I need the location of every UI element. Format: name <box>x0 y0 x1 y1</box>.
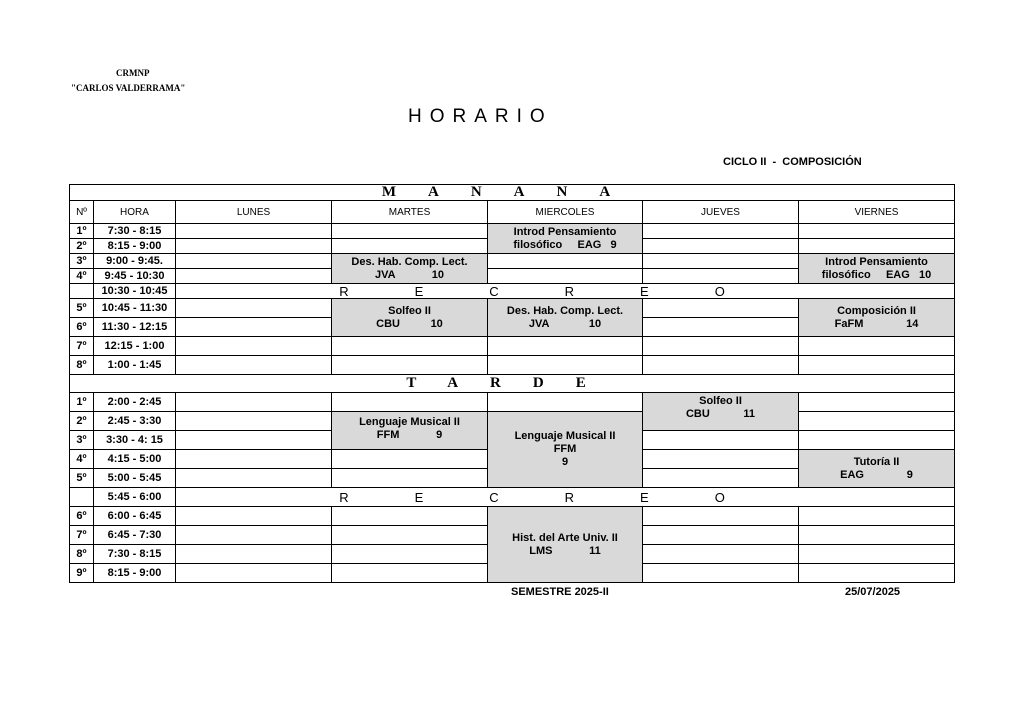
cell-martes <box>332 239 488 254</box>
row-time: 8:15 - 9:00 <box>94 564 176 583</box>
cell-jueves <box>643 254 799 269</box>
cell-jueves <box>643 526 799 545</box>
cell-jueves <box>643 239 799 254</box>
row-number: 1º <box>70 224 94 239</box>
row-number: 7º <box>70 526 94 545</box>
row-time: 12:15 - 1:00 <box>94 337 176 356</box>
row-number: 4º <box>70 450 94 469</box>
institution-acronym: CRMNP <box>116 68 150 78</box>
row-time: 1:00 - 1:45 <box>94 356 176 375</box>
cell-viernes <box>799 224 955 239</box>
class-title: Des. Hab. Comp. Lect. <box>506 304 624 317</box>
row-number: 5º <box>70 299 94 318</box>
cell-jueves <box>643 431 799 450</box>
row-time: 10:45 - 11:30 <box>94 299 176 318</box>
cell-viernes <box>799 393 955 412</box>
schedule-row <box>70 254 955 269</box>
class-detail: FFM <box>553 443 577 455</box>
header-lunes: LUNES <box>176 201 332 224</box>
cell-martes <box>332 564 488 583</box>
header-jueves: JUEVES <box>643 201 799 224</box>
class-title: Solfeo II <box>388 304 431 317</box>
row-number: 6º <box>70 507 94 526</box>
row-time: 8:15 - 9:00 <box>94 239 176 254</box>
cell-lunes <box>176 564 332 583</box>
section-morning: MANANA <box>70 185 955 201</box>
row-number: 4º <box>70 269 94 284</box>
row-time: 9:00 - 9:45. <box>94 254 176 269</box>
row-time: 6:00 - 6:45 <box>94 507 176 526</box>
row-number: 9º <box>70 564 94 583</box>
cell-viernes <box>799 239 955 254</box>
cell-lunes <box>176 299 332 318</box>
class-title: Tutoría II <box>853 455 900 468</box>
class-detail: FFM 9 <box>376 429 443 441</box>
class-title: Solfeo II <box>699 395 742 407</box>
class-solfeo <box>332 299 488 337</box>
header-viernes: VIERNES <box>799 201 955 224</box>
row-number: 5º <box>70 469 94 488</box>
cell-jueves <box>643 318 799 337</box>
class-detail: JVA 10 <box>528 317 602 330</box>
class-title: Introd Pensamiento <box>825 255 928 268</box>
class-title: Hist. del Arte Univ. II <box>512 531 618 544</box>
cell-lunes <box>176 507 332 526</box>
cell-lunes <box>176 469 332 488</box>
cell-martes <box>332 469 488 488</box>
cell-martes <box>332 356 488 375</box>
cell-lunes <box>176 254 332 269</box>
cell-martes <box>332 545 488 564</box>
row-time: 2:45 - 3:30 <box>94 412 176 431</box>
cell-jueves <box>643 299 799 318</box>
row-number: 3º <box>70 254 94 269</box>
page-title: HORARIO <box>408 106 553 127</box>
cell-viernes <box>799 337 955 356</box>
cell-jueves <box>643 356 799 375</box>
schedule-row <box>70 356 955 375</box>
cell-miercoles <box>488 356 643 375</box>
recess-row <box>70 488 955 507</box>
row-time: 2:00 - 2:45 <box>94 393 176 412</box>
cell-martes <box>332 337 488 356</box>
header-martes: MARTES <box>332 201 488 224</box>
class-detail: CBU 11 <box>685 408 756 420</box>
cell-martes <box>332 526 488 545</box>
class-title: Composición II <box>837 304 916 317</box>
cell-martes <box>332 224 488 239</box>
class-detail: LMS 11 <box>529 544 601 557</box>
class-detail: filosófico EAG 10 <box>821 268 932 281</box>
header-miercoles: MIERCOLES <box>488 201 643 224</box>
cell-lunes <box>176 224 332 239</box>
schedule-row <box>70 412 955 431</box>
cell-miercoles <box>488 254 643 269</box>
schedule-row <box>70 224 955 239</box>
row-time: 5:45 - 6:00 <box>94 488 176 507</box>
header-hora: HORA <box>94 201 176 224</box>
cell-lunes <box>176 393 332 412</box>
row-time: 4:15 - 5:00 <box>94 450 176 469</box>
class-des-hab-comp-lect <box>488 299 643 337</box>
cell-lunes <box>176 269 332 284</box>
section-afternoon: TARDE <box>70 375 955 393</box>
cell-viernes <box>799 431 955 450</box>
date-label: 25/07/2025 <box>845 586 901 598</box>
cell-jueves <box>643 564 799 583</box>
cell-lunes <box>176 431 332 450</box>
institution-name: "CARLOS VALDERRAMA" <box>71 83 186 93</box>
cell-jueves <box>643 469 799 488</box>
row-time: 3:30 - 4: 15 <box>94 431 176 450</box>
cell-lunes <box>176 356 332 375</box>
cell-viernes <box>799 564 955 583</box>
cell-martes <box>332 393 488 412</box>
cell-lunes <box>176 412 332 431</box>
cell-viernes <box>799 412 955 431</box>
row-number: 1º <box>70 393 94 412</box>
recess-label: RECREO <box>176 488 955 507</box>
recess-row <box>70 284 955 299</box>
cell-lunes <box>176 450 332 469</box>
row-number: 7º <box>70 337 94 356</box>
row-number: 8º <box>70 356 94 375</box>
row-time: 11:30 - 12:15 <box>94 318 176 337</box>
cell-jueves <box>643 507 799 526</box>
cell-viernes <box>799 507 955 526</box>
schedule-table <box>69 184 955 583</box>
cell-jueves <box>643 224 799 239</box>
row-time: 6:45 - 7:30 <box>94 526 176 545</box>
cell-viernes <box>799 526 955 545</box>
cell-miercoles <box>488 337 643 356</box>
class-solfeo <box>643 393 799 431</box>
cell-lunes <box>176 526 332 545</box>
class-title: Introd Pensamiento <box>513 225 617 238</box>
cell-viernes <box>799 545 955 564</box>
cell-viernes <box>799 356 955 375</box>
cell-lunes <box>176 337 332 356</box>
cell-martes <box>332 450 488 469</box>
cell-martes <box>332 507 488 526</box>
class-des-hab-comp-lect <box>332 254 488 284</box>
cell-jueves <box>643 337 799 356</box>
schedule-row <box>70 299 955 318</box>
row-number: 3º <box>70 431 94 450</box>
cell-jueves <box>643 545 799 564</box>
class-lenguaje-musical <box>488 412 643 488</box>
semester-label: SEMESTRE 2025-II <box>511 586 609 598</box>
class-title: Des. Hab. Comp. Lect. <box>351 255 468 268</box>
class-lenguaje-musical <box>332 412 488 450</box>
row-number: 6º <box>70 318 94 337</box>
class-tutoria <box>799 450 955 488</box>
class-detail: CBU 10 <box>376 317 443 330</box>
row-time: 7:30 - 8:15 <box>94 224 176 239</box>
row-number <box>70 488 94 507</box>
class-detail: EAG 9 <box>840 468 913 481</box>
row-number <box>70 284 94 299</box>
schedule-row <box>70 393 955 412</box>
header-num: Nº <box>70 201 94 224</box>
cycle-subtitle: CICLO II - COMPOSICIÓN <box>723 156 862 168</box>
cell-miercoles <box>488 269 643 284</box>
header-row <box>70 201 955 224</box>
recess-label: RECREO <box>176 284 955 299</box>
class-credits: 9 <box>561 456 569 468</box>
row-time: 10:30 - 10:45 <box>94 284 176 299</box>
cell-lunes <box>176 318 332 337</box>
class-detail: filosófico EAG 9 <box>513 238 617 251</box>
row-number: 8º <box>70 545 94 564</box>
row-time: 7:30 - 8:15 <box>94 545 176 564</box>
cell-lunes <box>176 545 332 564</box>
row-number: 2º <box>70 239 94 254</box>
cell-lunes <box>176 239 332 254</box>
class-detail: FaFM 14 <box>834 317 919 330</box>
class-title: Lenguaje Musical II <box>514 430 616 442</box>
class-introd-pensamiento <box>799 254 955 284</box>
cell-jueves <box>643 450 799 469</box>
class-composicion <box>799 299 955 337</box>
class-hist-arte <box>488 507 643 583</box>
class-introd-pensamiento <box>488 224 643 254</box>
row-time: 9:45 - 10:30 <box>94 269 176 284</box>
schedule-row <box>70 337 955 356</box>
class-detail: JVA 10 <box>374 268 445 281</box>
cell-jueves <box>643 269 799 284</box>
cell-miercoles <box>488 393 643 412</box>
row-time: 5:00 - 5:45 <box>94 469 176 488</box>
schedule-row <box>70 507 955 526</box>
class-title: Lenguaje Musical II <box>359 416 460 428</box>
row-number: 2º <box>70 412 94 431</box>
